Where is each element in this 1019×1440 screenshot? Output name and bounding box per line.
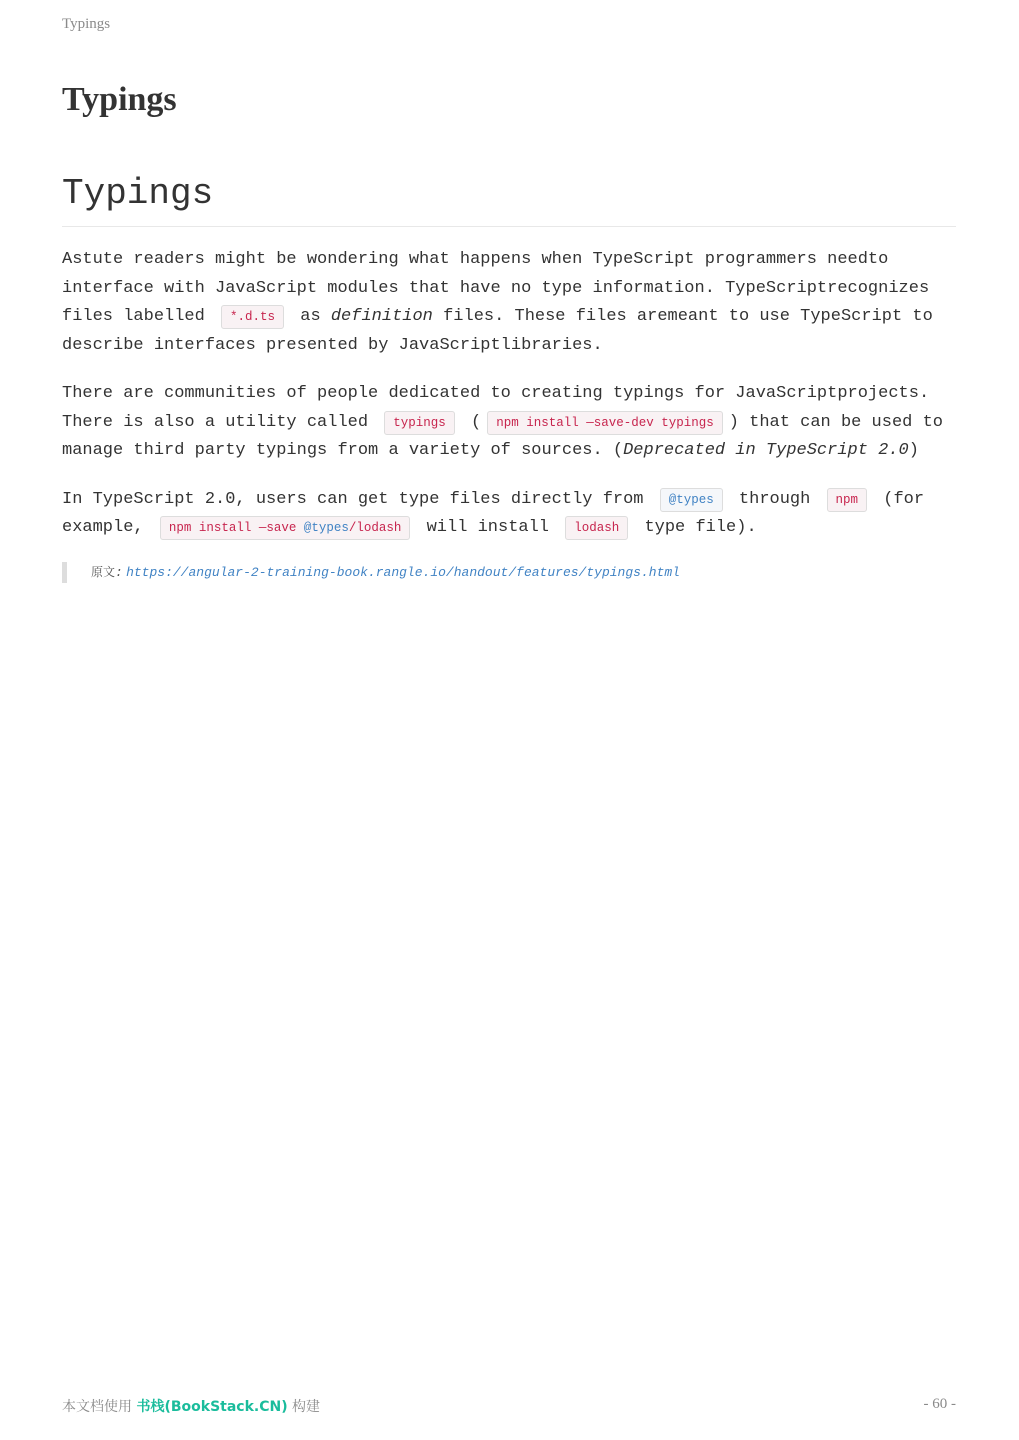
footer-suffix: 构建 xyxy=(287,1399,321,1415)
footer-credit xyxy=(62,1396,320,1416)
text: as xyxy=(300,307,321,326)
emphasis: Deprecated in TypeScript 2.0 xyxy=(623,441,909,460)
source-blockquote xyxy=(62,562,971,583)
text: will install xyxy=(426,518,550,537)
running-header: Typings xyxy=(62,16,111,32)
source-label: 原文 xyxy=(91,565,116,579)
source-link[interactable]: https://angular-2-training-book.rangle.io/handout/features/typings.html xyxy=(126,565,680,580)
code-inline: npm xyxy=(827,488,868,512)
text: There are communities of people dedicated to creating typings for JavaScriptprojects. There is also a utility called xyxy=(62,384,930,432)
source-colon: : xyxy=(115,565,123,580)
text: type file). xyxy=(644,518,757,537)
section-title: Typings xyxy=(62,172,956,227)
text: (for example, xyxy=(62,489,925,537)
code-text: npm install —save xyxy=(168,521,304,535)
text: ) xyxy=(908,441,919,460)
code-inline: npm install —save-dev typings xyxy=(487,411,723,435)
chapter-title: Typings xyxy=(62,81,177,118)
text: through xyxy=(738,489,811,509)
text: files. These files aremeant to use TypeScript to describe interfaces presented by JavaScriptlibraries. xyxy=(62,307,933,355)
emphasis: definition xyxy=(330,307,433,326)
text: ) that can be used to manage third party typings from a variety of sources. ( xyxy=(62,412,943,460)
footer-prefix: 本文档使用 xyxy=(62,1399,137,1415)
paragraph-typings-utility xyxy=(62,380,956,466)
paragraph-types-npm xyxy=(62,486,956,543)
paragraph-definition-files xyxy=(62,246,956,360)
article-body xyxy=(62,246,956,563)
code-text: /lodash xyxy=(348,521,402,535)
page-number: - 60 - xyxy=(923,1396,956,1412)
types-link[interactable]: @types xyxy=(303,521,349,535)
brand-link[interactable]: 书栈(BookStack.CN) xyxy=(136,1399,288,1415)
text: In TypeScript 2.0, users can get type files directly from xyxy=(62,489,644,509)
text: ( xyxy=(470,412,482,432)
page-footer xyxy=(62,1396,956,1416)
code-inline: typings xyxy=(384,411,455,435)
code-inline: *.d.ts xyxy=(221,305,284,329)
code-inline-command xyxy=(160,516,411,540)
code-inline-link[interactable]: @types xyxy=(660,488,723,512)
code-inline: lodash xyxy=(565,516,628,540)
text: Astute readers might be wondering what happens when TypeScript programmers needto interface with JavaScript modules that have no type information. TypeScriptrecognizes files labelled xyxy=(62,250,930,326)
